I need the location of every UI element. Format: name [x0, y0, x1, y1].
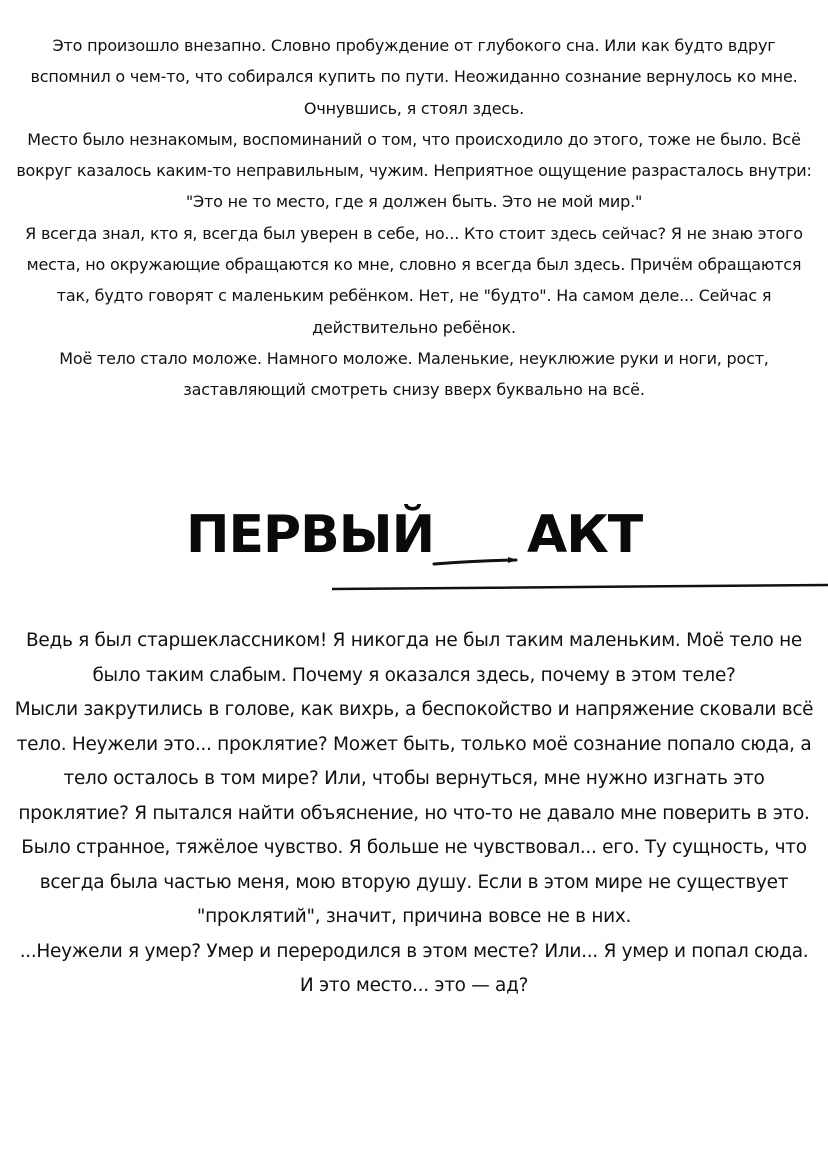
chapter-title [0, 500, 828, 610]
paragraph: Ведь я был старшеклассником! Я никогда не был таким маленьким. Моё тело не было таким слабым. Почему я оказался здесь, почему в этом теле? [26, 630, 802, 686]
title-dash-decoration [432, 540, 518, 610]
paragraph: Моё тело стало моложе. Намного моложе. Маленькие, неуклюжие руки и ноги, рост, заставляющий смотреть снизу вверх буквально на всё. [59, 348, 769, 400]
main-text-block [14, 624, 814, 1004]
chapter-title-right: АКТ [527, 505, 643, 565]
title-underline-decoration [332, 583, 828, 593]
paragraph: ...Неужели я умер? Умер и переродился в этом месте? Или... Я умер и попал сюда. И это место... это — ад? [19, 940, 809, 996]
intro-text-block [14, 30, 814, 406]
paragraph: Это произошло внезапно. Словно пробуждение от глубокого сна. Или как будто вдруг вспомнил о чем-то, что собирался купить по пути. Неожиданно сознание вернулось ко мне. Очнувшись, я стоял здесь. [30, 36, 798, 118]
chapter-title-left: ПЕРВЫЙ [186, 505, 435, 565]
paragraph: Я всегда знал, кто я, всегда был уверен в себе, но... Кто стоит здесь сейчас? Я не знаю этого места, но окружающие обращаются ко мне, словно я всегда был здесь. Причём обращаются так, будто говорят с маленьким ребёнком. Нет, не "будто". На самом деле... Сейчас я действительно ребёнок. [25, 223, 803, 337]
paragraph: Место было незнакомым, воспоминаний о том, что происходило до этого, тоже не было. Всё вокруг казалось каким-то неправильным, чужим. Неприятное ощущение разрасталось внутри: "Это не то место, где я должен быть. Это не мой мир." [16, 129, 812, 212]
paragraph: Мысли закрутились в голове, как вихрь, а беспокойство и напряжение сковали всё тело. Неужели это... проклятие? Может быть, только моё сознание попало сюда, а тело осталось в том мире? Или, чтобы вернуться, мне нужно изгнать это проклятие? Я пытался найти объяснение, но что-то не давало мне поверить в это. Было странное, тяжёлое чувство. Я больше не чувствовал... его. Ту сущность, что всегда была частью меня, мою вторую душу. Если в этом мире не существует "проклятий", значит, причина вовсе не в них. [14, 699, 814, 927]
